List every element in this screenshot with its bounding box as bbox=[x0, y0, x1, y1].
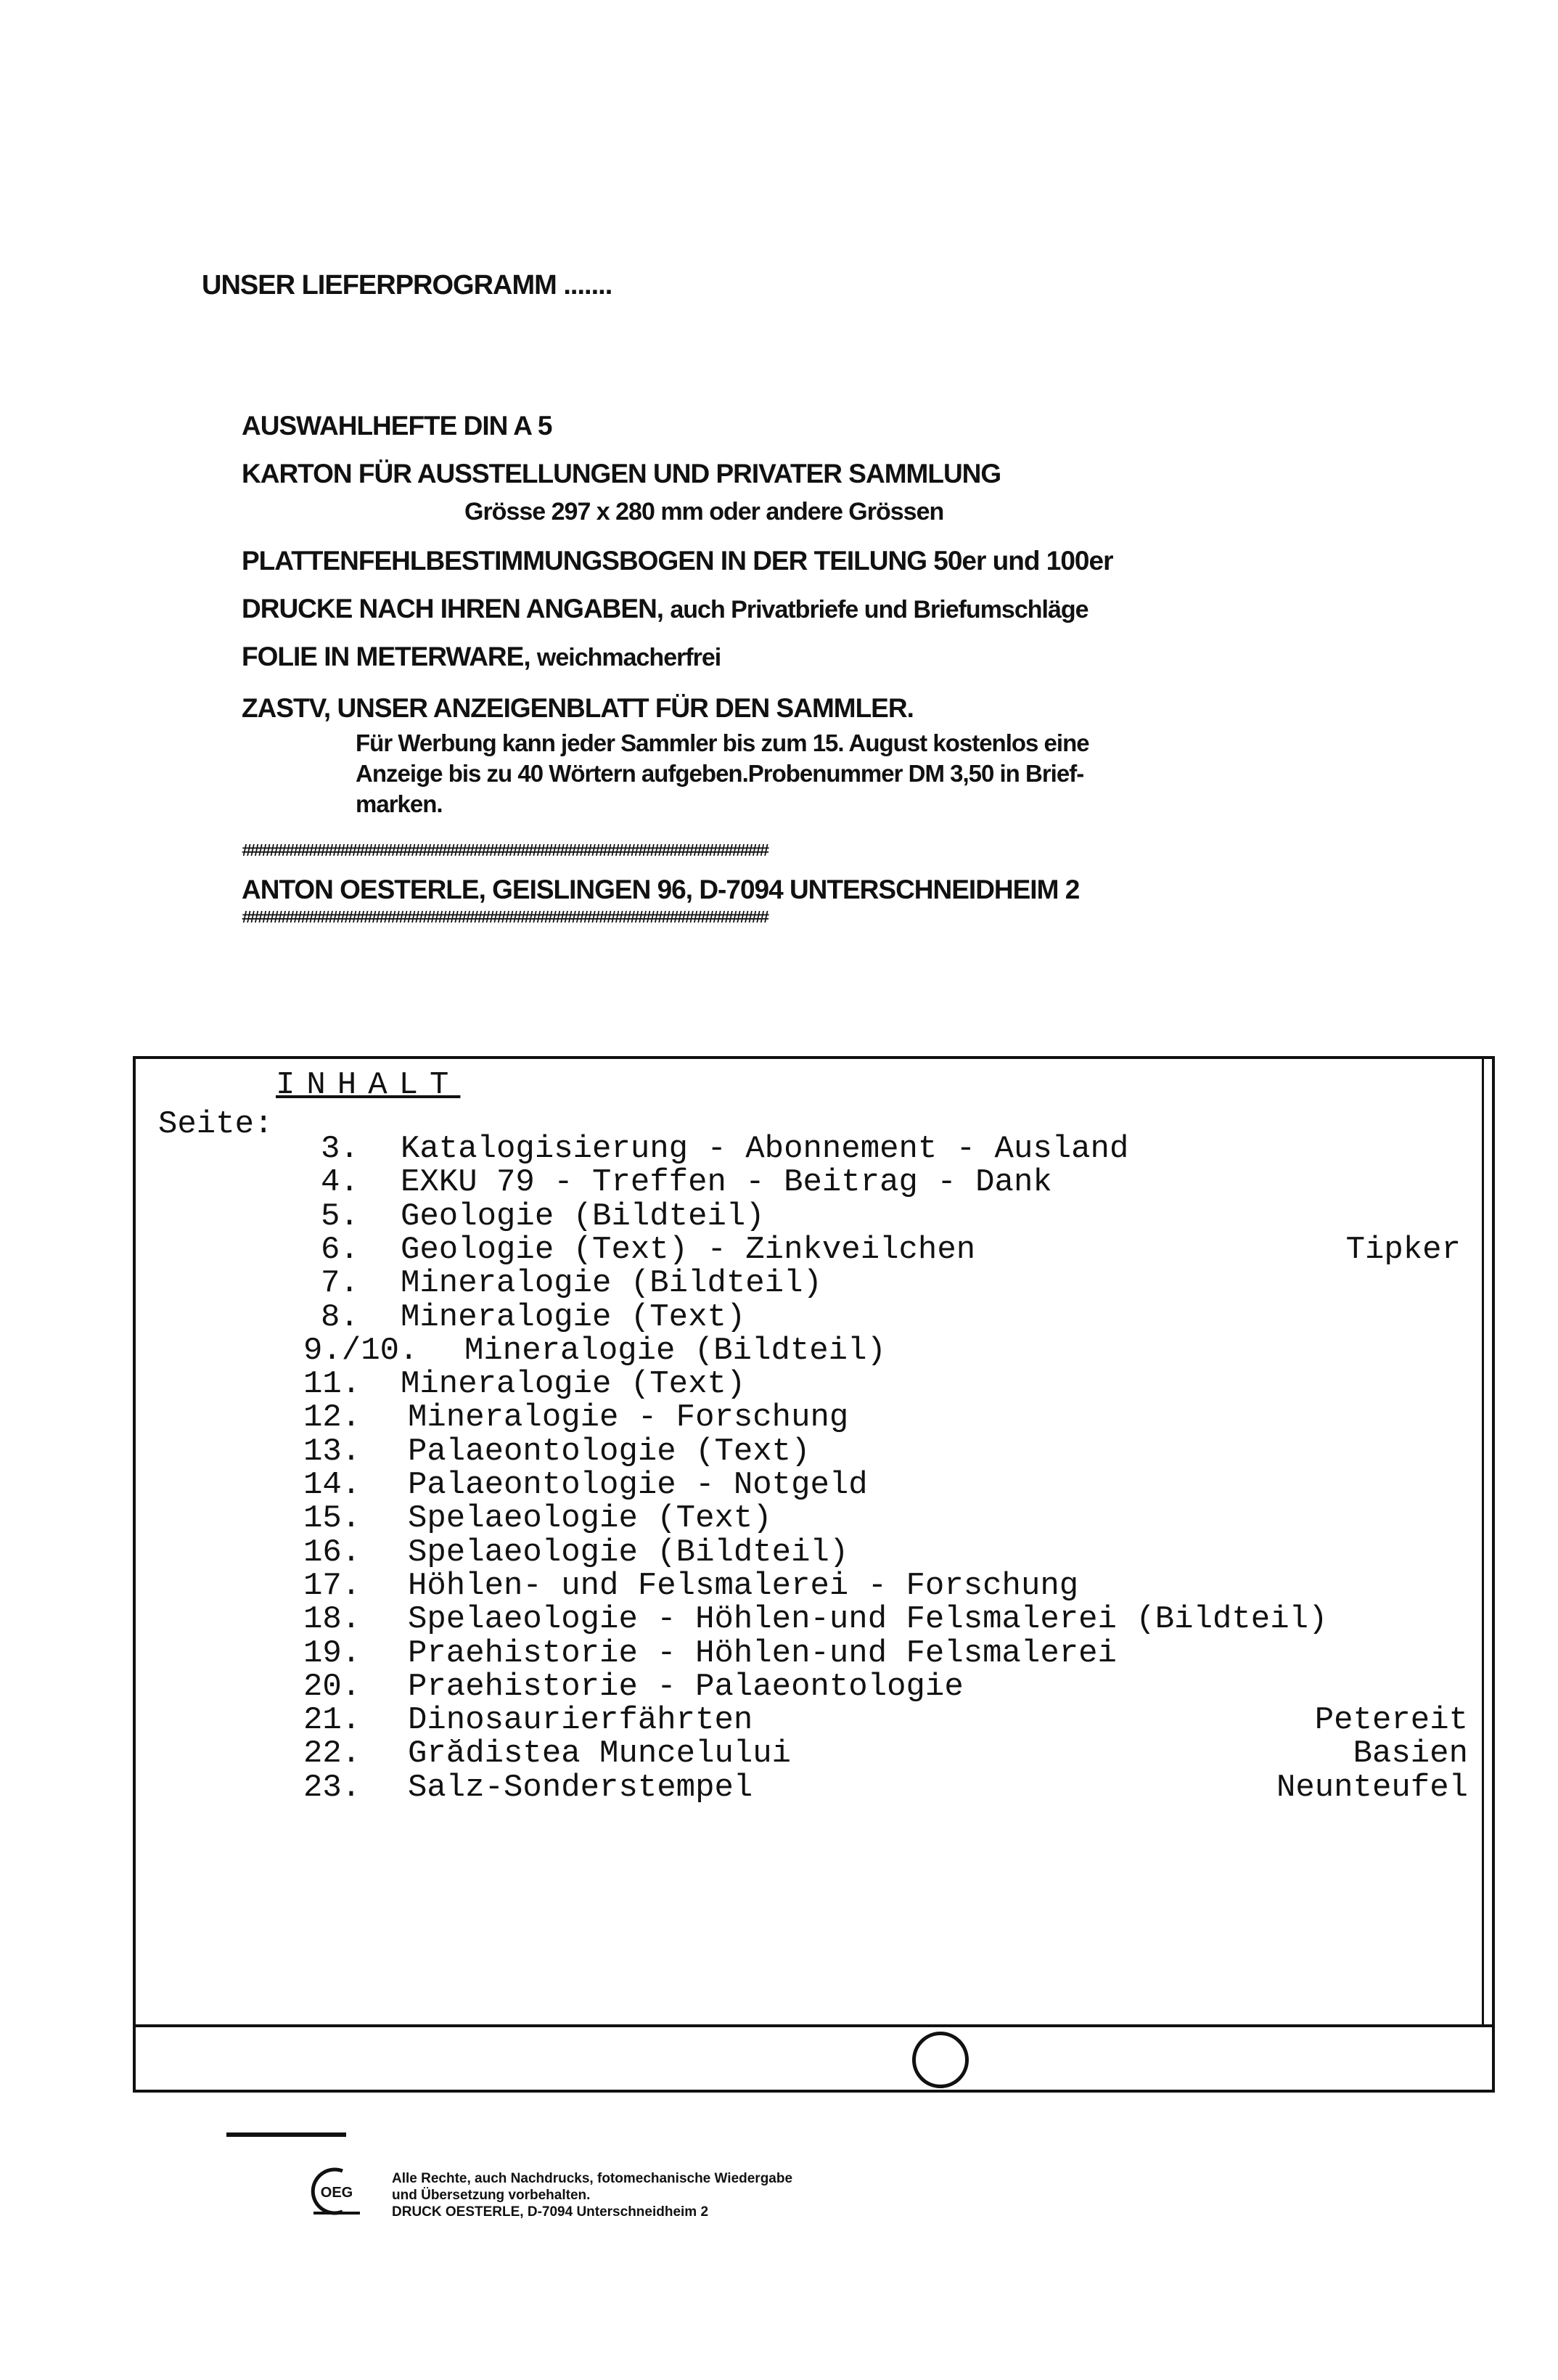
publisher-address: ANTON OESTERLE, GEISLINGEN 96, D-7094 UNTERSCHNEIDHEIM 2 bbox=[242, 875, 1080, 904]
toc-title: Palaeontologie (Text) bbox=[408, 1433, 811, 1470]
punch-hole-icon bbox=[912, 2032, 969, 2088]
drucke-tail: auch Privatbriefe und Briefumschläge bbox=[670, 596, 1088, 623]
toc-row bbox=[0, 1131, 1558, 1167]
toc-row bbox=[0, 1735, 1558, 1772]
zastv-text-line1: Für Werbung kann jeder Sammler bis zum 15. August kostenlos eine bbox=[356, 729, 1089, 756]
toc-row bbox=[0, 1299, 1558, 1336]
toc-title: Geologie (Bildteil) bbox=[401, 1198, 765, 1235]
toc-author: Neunteufel bbox=[1276, 1769, 1468, 1806]
zastv-text-line2: Anzeige bis zu 40 Wörtern aufgeben.Probenummer DM 3,50 in Brief- bbox=[356, 760, 1084, 787]
toc-row bbox=[0, 1399, 1558, 1436]
toc-row bbox=[0, 1769, 1558, 1806]
programme-item-zastv: ZASTV, UNSER ANZEIGENBLATT FÜR DEN SAMMLER. bbox=[242, 693, 914, 723]
toc-page-number: 19. bbox=[303, 1635, 361, 1672]
toc-title: Mineralogie (Text) bbox=[401, 1366, 746, 1403]
footer-copyright bbox=[392, 2170, 792, 2220]
programme-item-auswahlhefte: AUSWAHLHEFTE DIN A 5 bbox=[242, 411, 552, 441]
toc-page-number: 8. bbox=[321, 1299, 359, 1336]
toc-title: Höhlen- und Felsmalerei - Forschung bbox=[408, 1567, 1079, 1604]
programme-item-folie bbox=[242, 642, 721, 672]
folie-caps: FOLIE IN METERWARE, bbox=[242, 642, 530, 671]
contents-title: INHALT bbox=[276, 1067, 461, 1103]
toc-title: EXKU 79 - Treffen - Beitrag - Dank bbox=[401, 1164, 1052, 1201]
toc-row bbox=[0, 1467, 1558, 1503]
toc-page-number: 21. bbox=[303, 1702, 361, 1739]
toc-title: Spelaeologie (Bildteil) bbox=[408, 1534, 849, 1571]
toc-title: Spelaeologie (Text) bbox=[408, 1500, 772, 1537]
footer-line3: DRUCK OESTERLE, D-7094 Unterschneidheim 2 bbox=[392, 2204, 709, 2220]
toc-row bbox=[0, 1567, 1558, 1604]
page-column-label: Seite: bbox=[158, 1106, 274, 1142]
toc-page-number: 23. bbox=[303, 1769, 361, 1806]
hash-divider-top: ################################################################### bbox=[242, 842, 767, 862]
toc-author: Tipker bbox=[1345, 1231, 1461, 1268]
toc-page-number: 20. bbox=[303, 1668, 361, 1705]
toc-title: Katalogisierung - Abonnement - Ausland bbox=[401, 1131, 1129, 1167]
toc-page-number: 3. bbox=[321, 1131, 359, 1167]
hash-divider-bottom: ################################################################### bbox=[242, 909, 767, 928]
toc-page-number: 9./10. bbox=[303, 1332, 419, 1369]
contents-box-bottom-rule bbox=[136, 2024, 1492, 2027]
toc-page-number: 22. bbox=[303, 1735, 361, 1772]
footer-line1: Alle Rechte, auch Nachdrucks, fotomechanische Wiedergabe bbox=[392, 2171, 793, 2186]
toc-page-number: 4. bbox=[321, 1164, 359, 1201]
toc-page-number: 13. bbox=[303, 1433, 361, 1470]
toc-title: Praehistorie - Palaeontologie bbox=[408, 1668, 964, 1705]
toc-row bbox=[0, 1164, 1558, 1201]
toc-row bbox=[0, 1500, 1558, 1537]
programme-item-karton-size: Grösse 297 x 280 mm oder andere Grössen bbox=[464, 498, 944, 526]
toc-page-number: 5. bbox=[321, 1198, 359, 1235]
toc-title: Salz-Sonderstempel bbox=[408, 1769, 753, 1806]
zastv-text-line3: marken. bbox=[356, 790, 443, 817]
toc-page-number: 12. bbox=[303, 1399, 361, 1436]
toc-title: Grădistea Muncelului bbox=[408, 1735, 792, 1772]
toc-row bbox=[0, 1668, 1558, 1705]
toc-row bbox=[0, 1433, 1558, 1470]
programme-item-drucke bbox=[242, 594, 1088, 624]
programme-item-karton: KARTON FÜR AUSSTELLUNGEN UND PRIVATER SAMMLUNG bbox=[242, 459, 1001, 488]
toc-author: Petereit bbox=[1314, 1702, 1468, 1739]
toc-row bbox=[0, 1635, 1558, 1672]
programme-item-plattenfehler bbox=[242, 546, 1112, 576]
toc-page-number: 15. bbox=[303, 1500, 361, 1537]
toc-row bbox=[0, 1198, 1558, 1235]
toc-row bbox=[0, 1265, 1558, 1302]
publisher-logo-icon bbox=[311, 2165, 363, 2217]
toc-title: Mineralogie (Bildteil) bbox=[464, 1332, 886, 1369]
plattenfehler-caps: PLATTENFEHLBESTIMMUNGSBOGEN IN DER TEILUNG bbox=[242, 546, 927, 576]
drucke-caps: DRUCKE NACH IHREN ANGABEN, bbox=[242, 594, 664, 623]
toc-page-number: 16. bbox=[303, 1534, 361, 1571]
toc-title: Spelaeologie - Höhlen-und Felsmalerei (Bildteil) bbox=[408, 1601, 1328, 1638]
toc-title: Mineralogie (Bildteil) bbox=[401, 1265, 822, 1302]
toc-page-number: 6. bbox=[321, 1231, 359, 1268]
toc-page-number: 14. bbox=[303, 1467, 361, 1503]
toc-row bbox=[0, 1366, 1558, 1403]
programme-heading: UNSER LIEFERPROGRAMM ....... bbox=[202, 270, 612, 300]
publisher-logo-text: OEG bbox=[320, 2185, 353, 2201]
toc-title: Geologie (Text) - Zinkveilchen bbox=[401, 1231, 976, 1268]
toc-page-number: 17. bbox=[303, 1567, 361, 1604]
toc-row bbox=[0, 1601, 1558, 1638]
toc-row bbox=[0, 1231, 1558, 1268]
toc-title: Mineralogie - Forschung bbox=[408, 1399, 849, 1436]
toc-author: Basien bbox=[1353, 1735, 1468, 1772]
footer-rule bbox=[226, 2132, 346, 2137]
plattenfehler-tail: 50er und 100er bbox=[933, 546, 1113, 576]
toc-title: Palaeontologie - Notgeld bbox=[408, 1467, 868, 1503]
toc-title: Praehistorie - Höhlen-und Felsmalerei bbox=[408, 1635, 1117, 1672]
toc-page-number: 11. bbox=[303, 1366, 361, 1403]
footer-line2: und Übersetzung vorbehalten. bbox=[392, 2188, 591, 2203]
toc-row bbox=[0, 1332, 1558, 1369]
folie-tail: weichmacherfrei bbox=[536, 644, 721, 671]
toc-page-number: 18. bbox=[303, 1601, 361, 1638]
toc-page-number: 7. bbox=[321, 1265, 359, 1302]
toc-row bbox=[0, 1702, 1558, 1739]
toc-row bbox=[0, 1534, 1558, 1571]
toc-title: Dinosaurierfährten bbox=[408, 1702, 753, 1739]
toc-title: Mineralogie (Text) bbox=[401, 1299, 746, 1336]
